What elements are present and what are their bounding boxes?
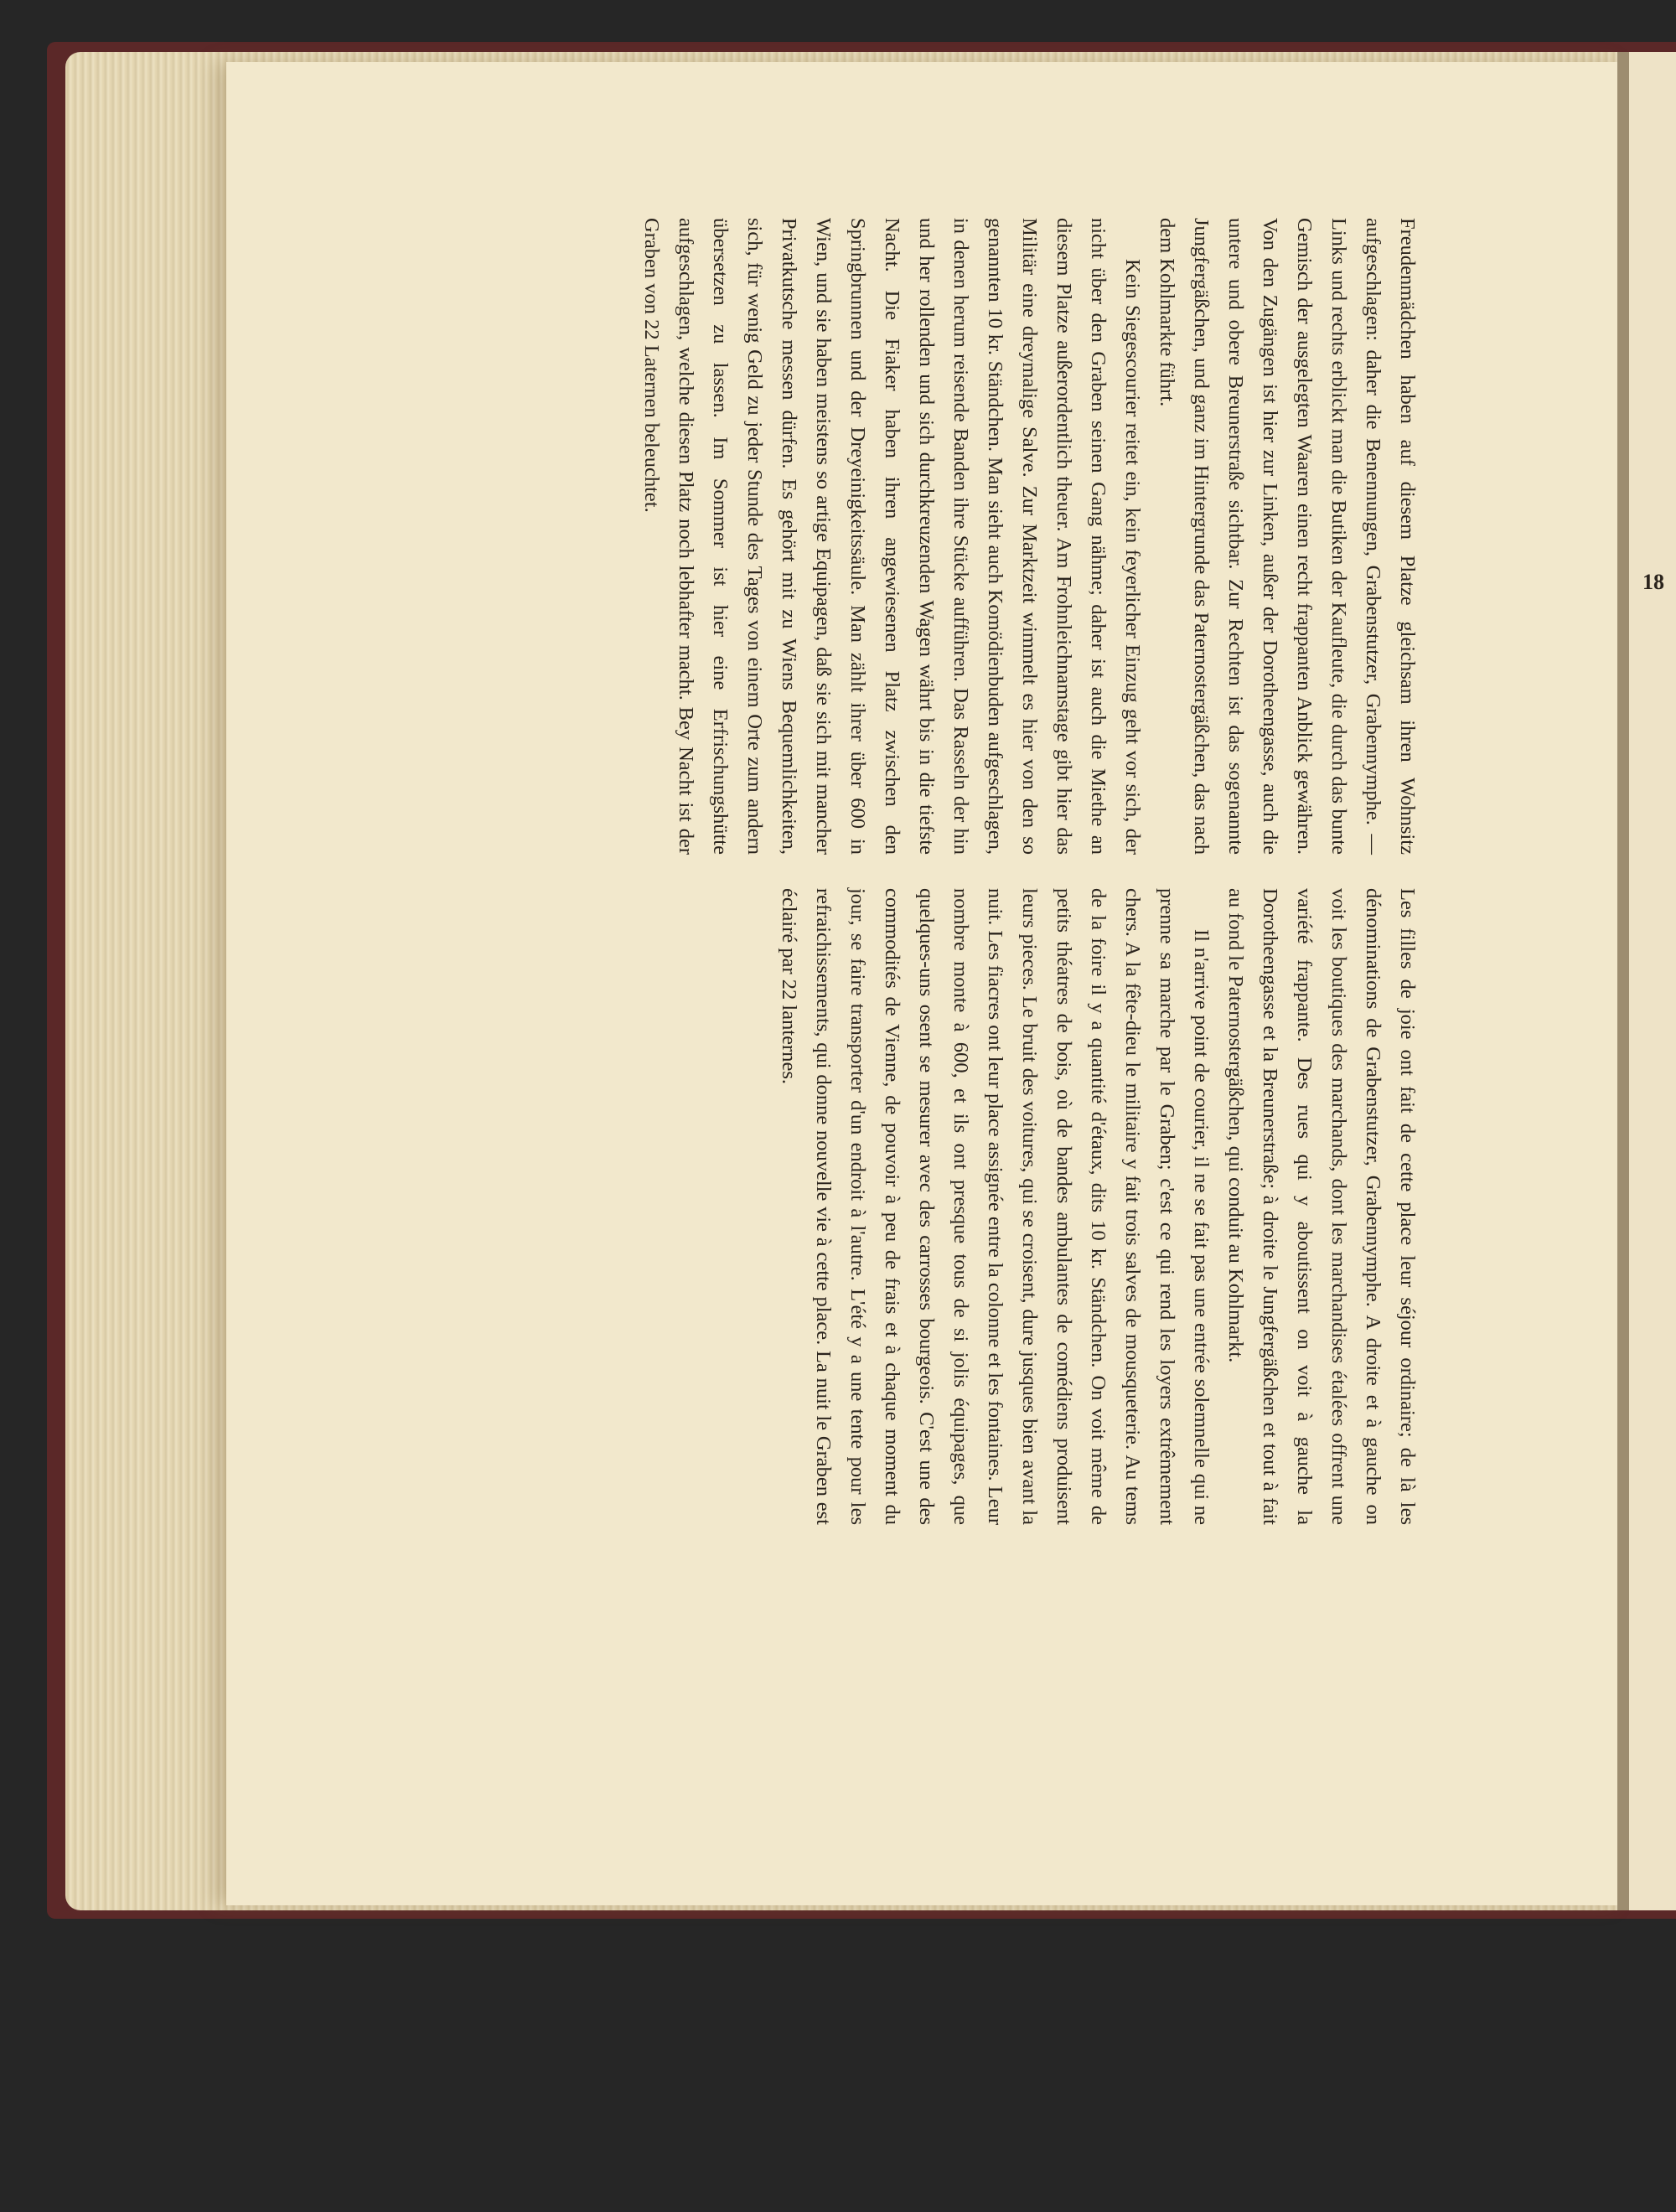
german-paragraph: Freudenmädchen haben auf diesem Platze gleichsam ihren Wohnsitz aufgeschlagen: daher die Benennungen, Grabenstutzer, Grabennymphe. — Links und rechts erblickt man die Butiken der Kaufleute, die durch das bunte Gemisch der ausgelegten Waaren einen recht frappanten Anblick gewähren. Von den Zugängen ist hier zur Linken, außer der Dorotheengasse, auch die untere und obere Breunerstraße sichtbar. Zur Rechten ist das sogenannte Jungfergäßchen, und ganz im Hintergrunde das Paternostergäßchen, das nach dem Kohlmarkte führt.	[1156, 218, 1419, 855]
french-paragraph: Il n'arrive point de courier, il ne se fait pas une entrée solemnelle qui ne prenne sa marche par le Graben; c'est ce qui rend les loyers extrêmement chers. A la fête-dieu le militaire y fait trois salves de mousqueterie. Au tems de la foire il y a quantité d'étaux, dits 10 kr. Ständchen. On voit même de petits théatres de bois, où de bandes ambulantes de comédiens produisent leurs pieces. Le bruit des voitures, qui se croisent, dure jusques bien avant la nuit. Les fiacres ont leur place assignée entre la colonne et les fontaines. Leur nombre monte à 600, et ils ont presque tous de si jolis équipages, que quelques-uns osent se mesurer avec des carrosses bourgeois. C'est une des commodités de Vienne, de pouvoir à peu de frais et à chaque moment du jour, se faire transporter d'un endroit à l'autre. L'été y a une tente pour les refraichissements, qui donne nouvelle vie à cette place. La nuit le Graben est éclairé par 22 lanternes.	[778, 888, 1213, 1525]
french-column	[772, 888, 1425, 1525]
rotated-text-block	[201, 218, 1425, 1525]
page-number: 18	[1642, 570, 1664, 594]
facing-page-edge	[1629, 52, 1676, 1910]
book-spine	[1617, 52, 1629, 1910]
french-paragraph: Les filles de joie ont fait de cette place leur séjour ordinaire; de là les dénominations de Grabenstutzer, Grabennymphe. A droite et à gauche on voit les boutiques des marchands, dont les marchandises étalées offrent une variété frappante. Des rues qui y aboutissent on voit à gauche la Dorotheengasse et la Breunerstraße; à droite le Jungfergäßchen et tout à fait au fond le Paternostergäßchen, qui conduit au Kohlmarkt.	[1224, 888, 1419, 1525]
german-paragraph: Kein Siegescourier reitet ein, kein feyerlicher Einzug geht vor sich, der nicht über den Graben seinen Gang nähme; daher ist auch die Miethe an diesem Platze außerordentlich theuer. Am Frohnleichnamstage gibt hier das Militär eine dreymalige Salve. Zur Marktzeit wimmelt es hier von den so genannten 10 kr. Ständchen. Man sieht auch Komödienbuden aufgeschlagen, in denen herum reisende Banden ihre Stücke aufführen. Das Rasseln der hin und her rollenden und sich durchkreuzenden Wagen währt bis in die tiefste Nacht. Die Fiaker haben ihren angewiesenen Platz zwischen den Springbrunnen und der Dreyeinigkeitssäule. Man zählt ihrer über 600 in Wien, und sie haben meistens so artige Equipagen, daß sie sich mit mancher Privatkutsche messen dürfen. Es gehört mit zu Wiens Bequemlichkeiten, sich, für wenig Geld zu jeder Stunde des Tages von einem Orte zum andern übersetzen zu lassen. Im Sommer ist hier eine Erfrischungshütte aufgeschlagen, welche diesen Platz noch lebhafter macht. Bey Nacht ist der Graben von 22 Laternen beleuchtet.	[640, 218, 1144, 855]
german-column	[634, 218, 1425, 855]
